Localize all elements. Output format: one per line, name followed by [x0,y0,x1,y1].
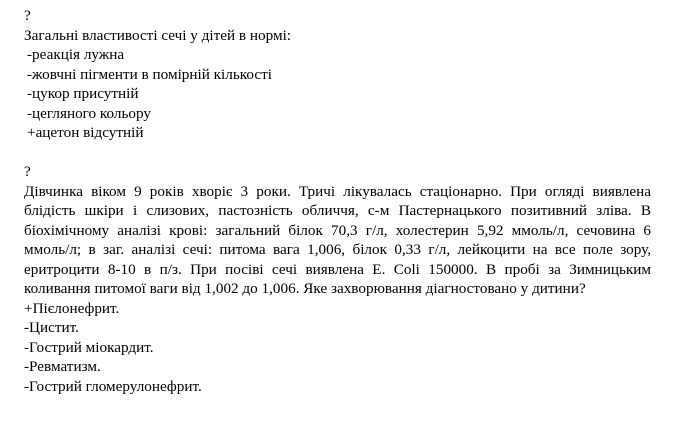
question-text: Дівчинка віком 9 років хворіє 3 роки. Тричі лікувалась стаціонарно. При огляді виявлена блідість шкіри і слизових, пастозність обличчя, с-м Пастернацького позитивний зліва. В біохімічному аналізі крові: загальний білок 70,3 г/л, холестерин 5,92 ммоль/л, сечовина 6 ммоль/л; в заг. аналізі сечі: питома вага 1,006, білок 0,33 г/л, лейкоцити на все поле зору, еритроцити 8-10 в п/з. При посіві сечі виявлена E. Coli 150000. В пробі за Зимницьким коливання питомої ваги від 1,002 до 1,006. Яке захворювання діагностовано у дитини? [24,182,651,297]
question-text: Загальні властивості сечі у дітей в нормі: [24,26,292,44]
answer-option-correct: +ацетон відсутній [27,124,144,141]
answer-option: -реакція лужна [27,46,125,63]
question-marker: ? [24,7,31,24]
answer-option: -Гострий гломерулонефрит. [24,377,202,395]
answer-option: -Ревматизм. [24,358,101,375]
document-page [24,0,651,396]
question-marker: ? [24,163,31,180]
answer-option: -цегляного кольору [27,104,151,122]
paragraph-gap [24,143,651,163]
answer-option-correct: +Пієлонефрит. [24,299,120,317]
answer-option: -Гострий міокардит. [24,338,154,356]
answer-option: -Цистит. [24,319,79,336]
answer-option: -цукор присутній [27,85,139,102]
answer-option: -жовчні пігменти в помірній кількості [27,65,272,83]
